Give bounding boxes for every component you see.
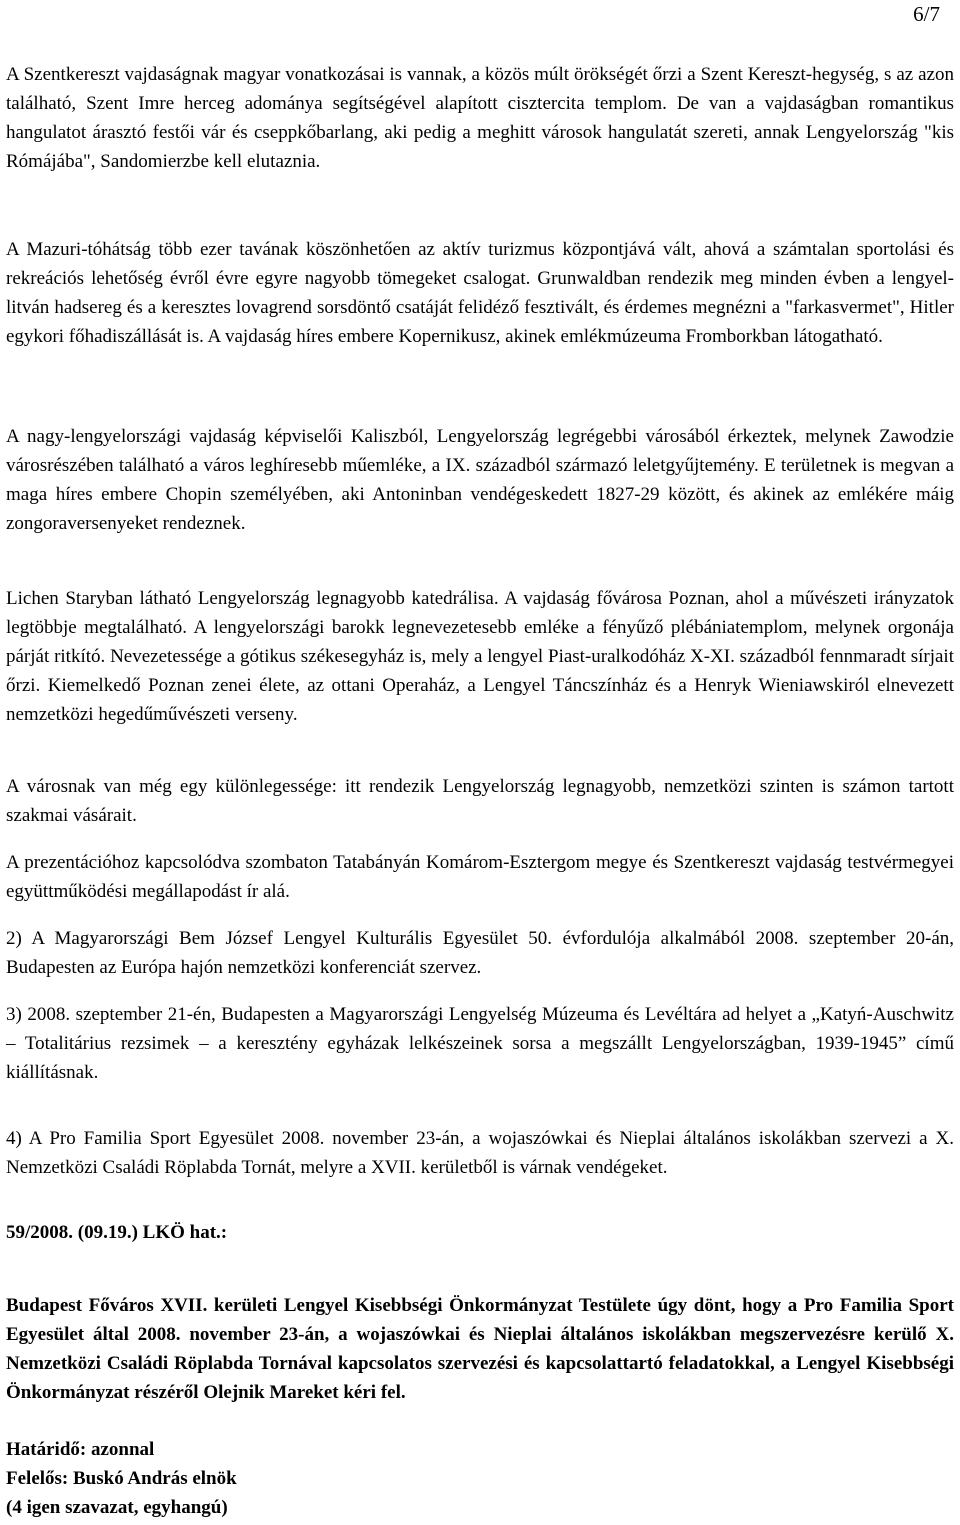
resolution-responsible: Felelős: Buskó András elnök [6, 1468, 237, 1489]
paragraph-nagy-lengyelorszag: A nagy-lengyelországi vajdaság képviselői Kaliszból, Lengyelország legrégebbi városából érkeztek, melynek Zawodzie városrészében található a város leghíresebb műemléke, a IX. századból származó leletgyűjtemény. E területnek is megvan a maga híres embere Chopin személyében, aki Antoninban vendégeskedett 1827-29 között, és akinek az emlékére máig zongoraversenyeket rendeznek. [6, 426, 954, 534]
paragraph-vasar: A városnak van még egy különlegessége: itt rendezik Lengyelország legnagyobb, nemzetközi szinten is számon tartott szakmai vásárait. [6, 776, 954, 826]
paragraph-item-4: 4) A Pro Familia Sport Egyesület 2008. november 23-án, a wojaszówkai és Nieplai általános iskolákban szervezi a X. Nemzetközi Családi Röplabda Tornát, melyre a XVII. kerületből is várnak vendégeket. [6, 1128, 954, 1178]
page-number: 6/7 [913, 2, 940, 26]
resolution-text: Budapest Főváros XVII. kerületi Lengyel Kisebbségi Önkormányzat Testülete úgy dönt, hogy a Pro Familia Sport Egyesület által 2008. november 23-án, a wojaszówkai és Nieplai általános iskolákban megszervezésre kerülő X. Nemzetközi Családi Röplabda Tornával kapcsolatos szervezési és kapcsolattartó feladatokkal, a Lengyel Kisebbségi Önkormányzat részéről Olejnik Mareket kéri fel. [6, 1295, 954, 1403]
paragraph-item-2: 2) A Magyarországi Bem József Lengyel Kulturális Egyesület 50. évfordulója alkalmából 2008. szeptember 20-án, Budapesten az Európa hajón nemzetközi konferenciát szervez. [6, 928, 954, 978]
paragraph-item-3: 3) 2008. szeptember 21-én, Budapesten a Magyarországi Lengyelség Múzeuma és Levéltára ad helyet a „Katyń-Auschwitz – Totalitárius rezsimek – a keresztény egyházak lelkészeinek sorsa a megszállt Lengyelországban, 1939-1945” című kiállításnak. [6, 1004, 954, 1083]
paragraph-mazuri: A Mazuri-tóhátság több ezer tavának köszönhetően az aktív turizmus központjává vált, ahová a számtalan sportolási és rekreációs lehetőség évről évre egyre nagyobb tömegeket csalogat. Grunwaldban rendezik meg minden évben a lengyel-litván hadsereg és a keresztes lovagrend sorsdöntő csatáját felidéző fesztivált, és érdemes megnézni a "farkasvermet", Hitler egykori főhadiszállását is. A vajdaság híres embere Kopernikusz, akinek emlékmúzeuma Fromborkban látogatható. [6, 239, 954, 347]
paragraph-prezentacio: A prezentációhoz kapcsolódva szombaton Tatabányán Komárom-Esztergom megye és Szentkereszt vajdaság testvérmegyei együttműködési megállapodást ír alá. [6, 852, 954, 902]
resolution-number: 59/2008. (09.19.) LKÖ hat.: [6, 1222, 228, 1243]
resolution-vote: (4 igen szavazat, egyhangú) [6, 1497, 228, 1518]
paragraph-szentkereszt: A Szentkereszt vajdaságnak magyar vonatkozásai is vannak, a közös múlt örökségét őrzi a Szent Kereszt-hegység, s az azon található, Szent Imre herceg adománya segítségével alapított cisztercita templom. De van a vajdaságban romantikus hangulatot árasztó festői vár és cseppkőbarlang, aki pedig a meghitt városok hangulatát szereti, annak Lengyelország "kis Rómájába", Sandomierzbe kell elutaznia. [6, 64, 954, 172]
resolution-deadline: Határidő: azonnal [6, 1439, 155, 1460]
paragraph-lichen: Lichen Staryban látható Lengyelország legnagyobb katedrálisa. A vajdaság fővárosa Poznan, ahol a művészeti irányzatok legtöbbje megtalálható. A lengyelországi barokk legnevezetesebb emléke a fényűző plébániatemplom, melynek orgonája párját ritkító. Nevezetessége a gótikus székesegyház is, mely a lengyel Piast-uralkodóház X-XI. századból fennmaradt sírjait őrzi. Kiemelkedő Poznan zenei élete, az ottani Operaház, a Lengyel Táncszínház és a Henryk Wieniawskiról elnevezett nemzetközi hegedűművészeti verseny. [6, 588, 954, 725]
